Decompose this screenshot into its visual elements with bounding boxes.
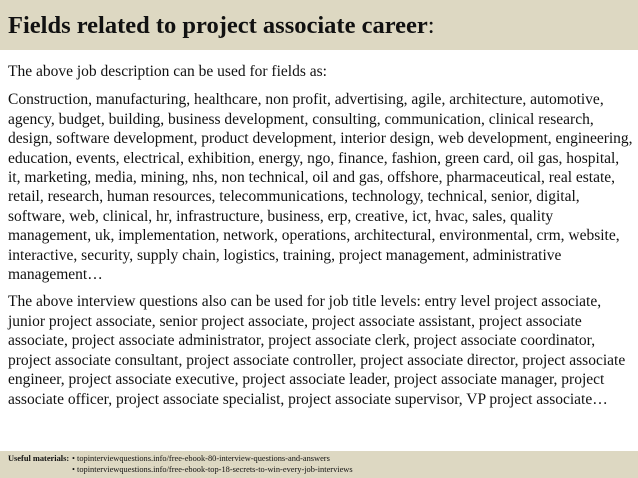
title-colon: : xyxy=(427,12,435,39)
footer-label-colon: : xyxy=(66,454,70,463)
footer-link-ebook-top-18[interactable]: • topinterviewquestions.info/free-ebook-top-18-secrets-to-win-every-job-interviews xyxy=(72,465,353,474)
main-content xyxy=(8,62,633,409)
footer-bar xyxy=(0,451,638,478)
footer-label-spacer xyxy=(8,464,72,475)
title-bar xyxy=(0,0,638,50)
footer-label-text: Useful materials xyxy=(8,454,67,463)
footer-row-2 xyxy=(8,464,353,475)
footer-link-ebook-80[interactable]: • topinterviewquestions.info/free-ebook-80-interview-questions-and-answers xyxy=(72,454,330,463)
fields-paragraph: Construction, manufacturing, healthcare, non profit, advertising, agile, architecture, automotive, agency, budget, building, business development, consulting, communication, clinical research, design, software development, product development, interior design, web development, engineering, education, events, electrical, exhibition, energy, ngo, finance, fashion, green card, oil gas, hospital, it, marketing, media, mining, nhs, non technical, oil and gas, offshore, pharmaceutical, real estate, retail, research, human resources, telecommunications, technology, technical, senior, digital, software, web, clinical, hr, infrastructure, business, erp, creative, ict, hvac, sales, quality management, uk, implementation, network, operations, architectural, environmental, crm, website, interactive, security, supply chain, logistics, training, project management, administrative management… xyxy=(8,91,633,284)
page-title xyxy=(8,11,435,41)
footer-content xyxy=(8,453,353,475)
title-text: Fields related to project associate career xyxy=(8,12,428,39)
intro-paragraph: The above job description can be used for fields as: xyxy=(8,63,327,80)
levels-paragraph: The above interview questions also can be used for job title levels: entry level project associate, junior project associate, senior project associate, project associate assistant, project associate associate, project associate administrator, project associate clerk, project associate coordinator, project associate consultant, project associate controller, project associate director, project associate engineer, project associate executive, project associate leader, project associate manager, project associate officer, project associate specialist, project associate supervisor, VP project associate… xyxy=(8,293,626,408)
footer-label xyxy=(8,453,72,464)
footer-row-1 xyxy=(8,453,353,464)
